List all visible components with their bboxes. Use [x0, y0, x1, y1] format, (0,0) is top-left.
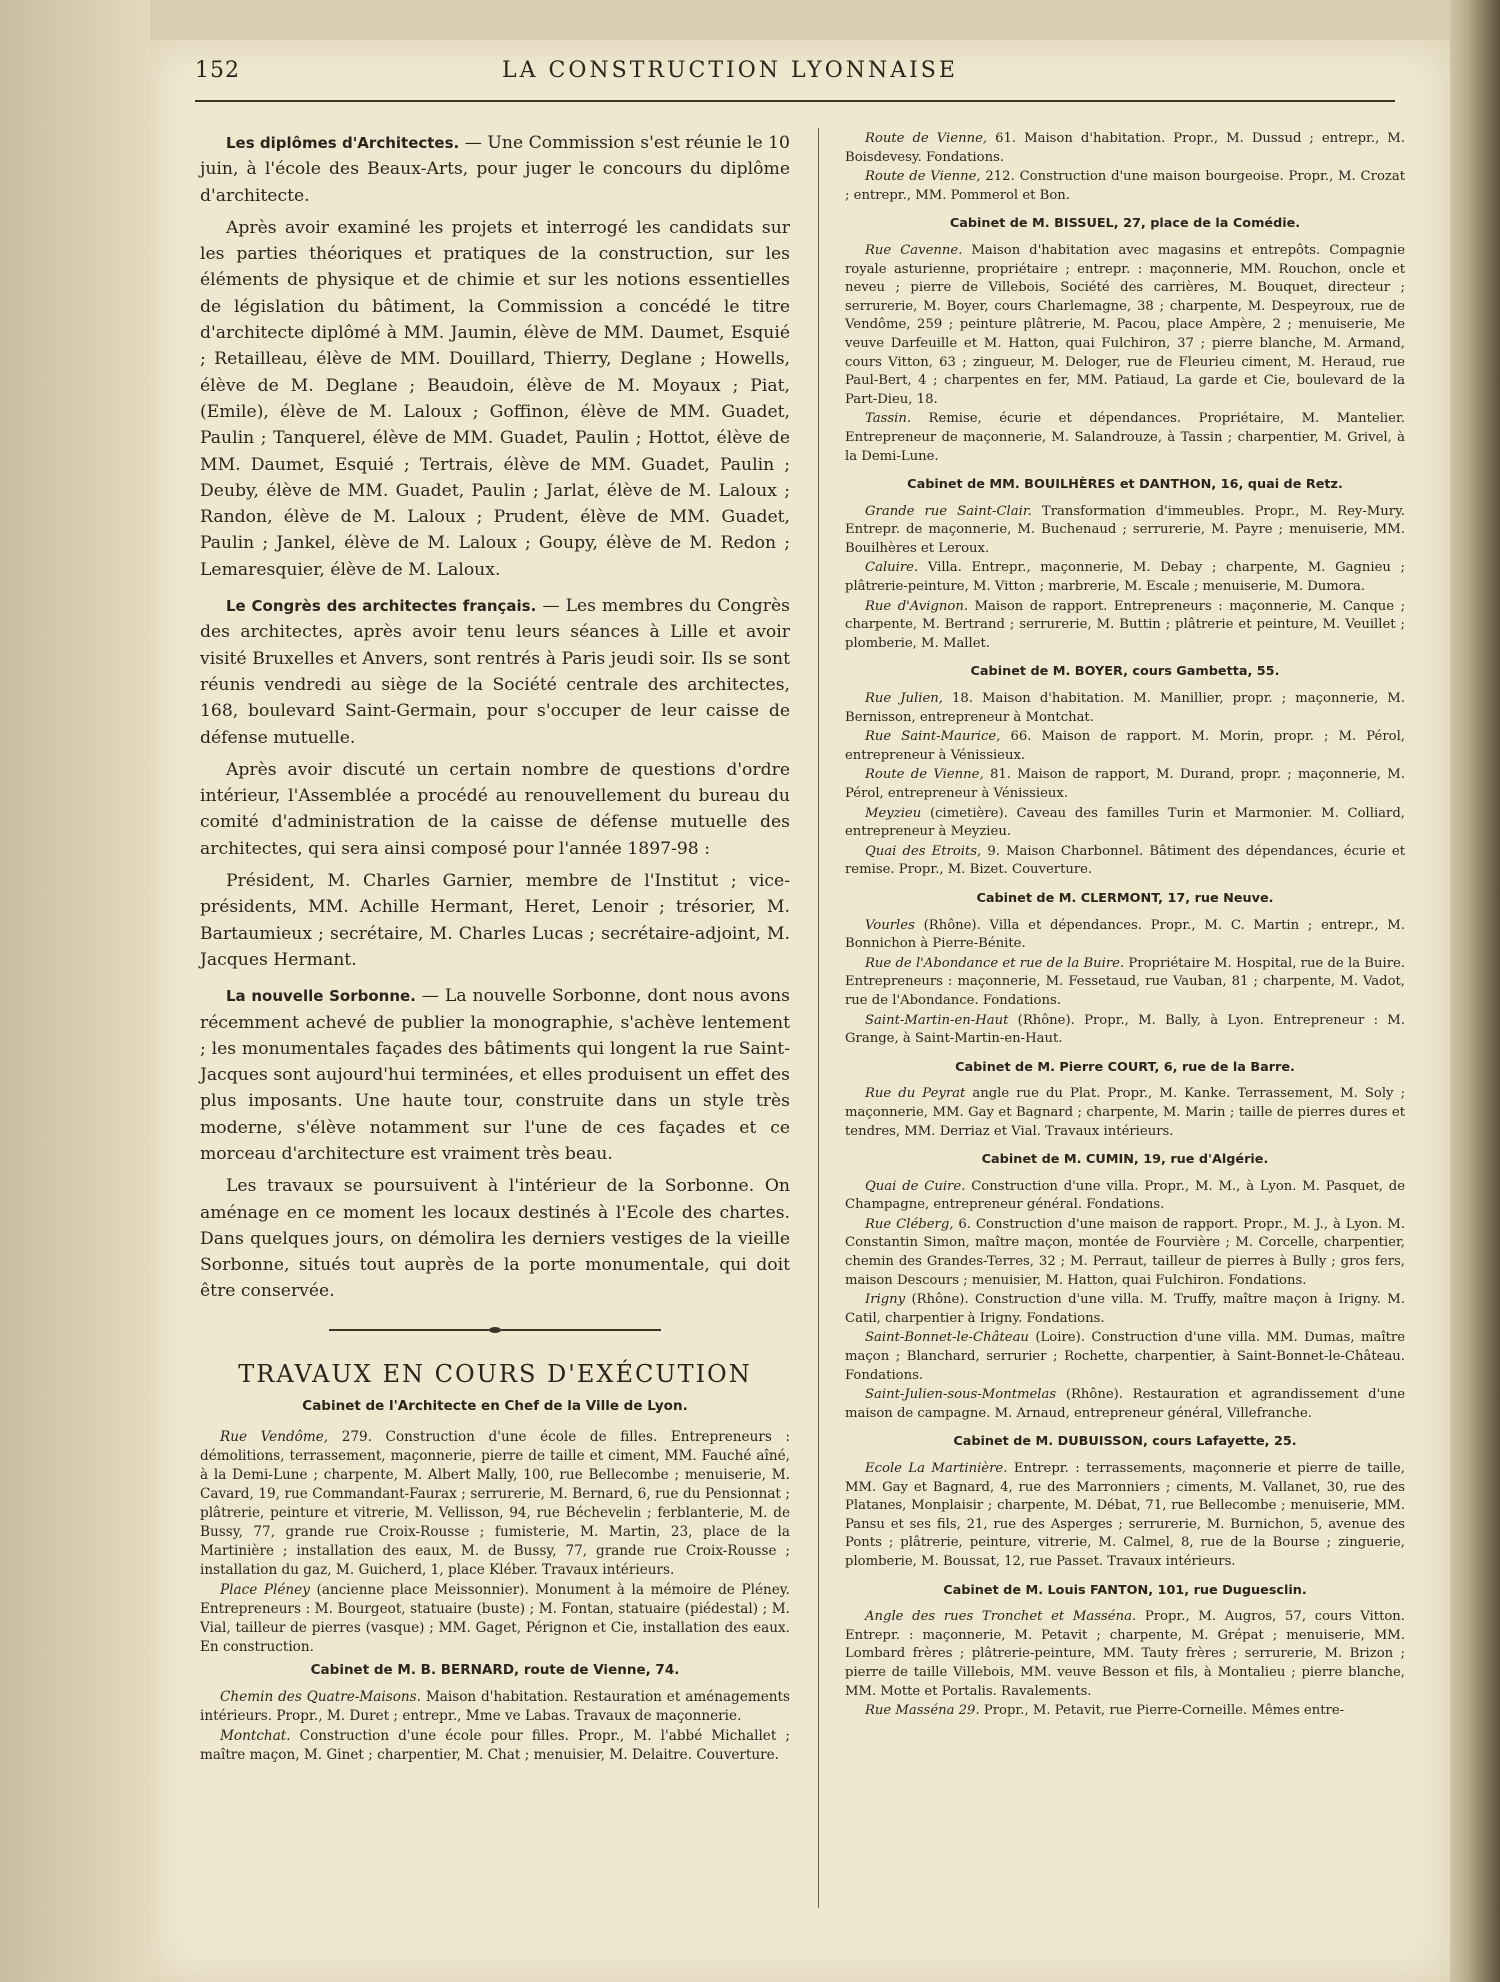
list-item: Rue d'Avignon. Maison de rapport. Entrepreneurs : maçonnerie, M. Canque ; charpente, M. Bertrand ; serrurerie, M. Buttin ; plâtrerie et peinture, M. Veuillet ; plomberie, M. Mallet. — [845, 598, 1406, 651]
list-item: Quai des Etroits, 9. Maison Charbonnel. Bâtiment des dépendances, écurie et remise. Propr., M. Bizet. Couverture. — [845, 843, 1405, 878]
list-item: Place Pléney (ancienne place Meissonnier). Monument à la mémoire de Pléney. Entrepreneurs : M. Bourgeot, statuaire (buste) ; M. Fontan, statuaire (piédestal) ; M. Vial, tailleur de pierres (vasque) ; MM. Gaget, Pérignon et Cie, installation des eaux. En construction. — [200, 1581, 790, 1655]
list-item: Meyzieu (cimetière). Caveau des familles Turin et Marmonier. M. Colliard, entrepreneur à Meyzieu. — [845, 805, 1405, 840]
page-edge — [1450, 0, 1500, 1982]
header-rule — [195, 100, 1395, 102]
column-divider — [818, 128, 819, 1908]
article-congres: Le Congrès des architectes français. — Les membres du Congrès des architectes, après avoir tenu leurs séances à Lille et avoir visité Bruxelles et Anvers, sont rentrés à Paris jeudi soir. Ils se sont réunis vendredi au siège de la Société centrale des architectes, 168, boulevard Saint-Germain, pour s'occuper de leur caisse de défense mutuelle. — [200, 596, 790, 748]
list-item: Chemin des Quatre-Maisons. Maison d'habitation. Restauration et aménagements intérieurs. Propr., M. Duret ; entrepr., Mme ve Labas. Travaux de maçonnerie. — [200, 1688, 790, 1724]
list-item: Rue Vendôme, 279. Construction d'une école de filles. Entrepreneurs : démolitions, terrassement, maçonnerie, pierre de taille et ciment, MM. Fauché aîné, à la Demi-Lune ; charpente, M. Albert Mally, 100, rue Bellecombe ; menuiserie, M. Cavard, 19, rue Commandant-Faurax ; serrurerie, M. Bernard, 6, rue du Pensionnat ; plâtrerie, peinture et vitrerie, M. Vellisson, 94, rue Béchevelin ; ferblanterie, M. de Bussy, 77, grande rue Croix-Rousse ; fumisterie, M. Martin, 23, place de la Martinière ; installation des eaux, M. de Bussy, 77, grande rue Croix-Rousse ; installation du gaz, M. Guicherd, 1, place Kléber. Travaux intérieurs. — [200, 1428, 790, 1578]
cabinet-heading: Cabinet de l'Architecte en Chef de la Ville de Lyon. — [302, 1398, 688, 1415]
list-item: Saint-Martin-en-Haut (Rhône). Propr., M. Bally, à Lyon. Entrepreneur : M. Grange, à Saint-Martin-en-Haut. — [845, 1012, 1405, 1047]
cabinet-heading: Cabinet de M. CLERMONT, 17, rue Neuve. — [976, 890, 1274, 906]
page-number: 152 — [195, 58, 240, 83]
cabinet-heading: Cabinet de M. Pierre COURT, 6, rue de la Barre. — [955, 1059, 1295, 1075]
list-item: Rue du Peyrat angle rue du Plat. Propr., M. Kanke. Terrassement, M. Soly ; maçonnerie, MM. Gay et Bagnard ; charpente, M. Marin ; taille de pierres dures et tendres, MM. Derriaz et Vial. Travaux intérieurs. — [845, 1086, 1406, 1139]
cabinet-heading: Cabinet de M. Louis FANTON, 101, rue Duguesclin. — [943, 1582, 1307, 1598]
running-title: LA CONSTRUCTION LYONNAISE — [502, 58, 958, 83]
cabinet-heading: Cabinet de M. CUMIN, 19, rue d'Algérie. — [981, 1152, 1269, 1168]
cabinet-heading: Cabinet de M. BISSUEL, 27, place de la Comédie. — [949, 216, 1301, 232]
cabinet-heading: Cabinet de MM. BOUILHÈRES et DANTHON, 16, quai de Retz. — [907, 477, 1343, 493]
right-column — [845, 130, 1405, 1722]
cabinet-heading: Cabinet de M. BOYER, cours Gambetta, 55. — [970, 664, 1280, 680]
list-item: Route de Vienne, 212. Construction d'une maison bourgeoise. Propr., M. Crozat ; entrepr., MM. Pommerol et Bon. — [845, 169, 1405, 203]
book-spine — [0, 0, 150, 1982]
lead-sorbonne: La nouvelle Sorbonne. — [226, 987, 416, 1006]
list-item: Irigny (Rhône). Construction d'une villa. M. Truffy, maître maçon à Irigny. M. Catil, charpentier à Irigny. Fondations. — [845, 1292, 1405, 1326]
lead-diplomes: Les diplômes d'Architectes. — [226, 134, 460, 152]
list-item: Caluire. Villa. Entrepr., maçonnerie, M. Debay ; charpente, M. Gagnieu ; plâtrerie-peinture, M. Vitton ; marbrerie, M. Escale ; menuiserie, M. Dumora. — [845, 560, 1405, 595]
list-item: Route de Vienne, 81. Maison de rapport, M. Durand, propr. ; maçonnerie, M. Pérol, entrepreneur à Vénissieux. — [845, 767, 1405, 801]
article-diplomes: Les diplômes d'Architectes. — Une Commission s'est réunie le 10 juin, à l'école des Beaux-Arts, pour juger le concours du diplôme d'architecte. — [200, 133, 790, 206]
list-item: Vourles (Rhône). Villa et dépendances. Propr., M. C. Martin ; entrepr., M. Bonnichon à Pierre-Bénite. — [845, 917, 1405, 952]
list-item: Saint-Julien-sous-Montmelas (Rhône). Restauration et agrandissement d'une maison de campagne. M. Arnaud, entrepreneur général, Villefranche. — [845, 1387, 1405, 1421]
page — [150, 40, 1450, 1982]
list-item: Rue Masséna 29. Propr., M. Petavit, rue Pierre-Corneille. Mêmes entre- — [865, 1703, 1345, 1719]
list-item: Rue de l'Abondance et rue de la Buire. Propriétaire M. Hospital, rue de la Buire. Entrepreneurs : maçonnerie, M. Fessetaud, rue Vauban, 81 ; charpente, M. Vadot, rue de l'Abondance. Fondations. — [845, 955, 1406, 1008]
list-item: Montchat. Construction d'une école pour filles. Propr., M. l'abbé Michallet ; maître maçon, M. Ginet ; charpentier, M. Chat ; menuisier, M. Delaitre. Couverture. — [200, 1727, 790, 1763]
paragraph: Après avoir examiné les projets et interrogé les candidats sur les parties théoriques et pratiques de la construction, sur les éléments de physique et de chimie et sur les notions essentielles de législation du bâtiment, la Commission a concédé le titre d'architecte diplômé à MM. Jaumin, élève de MM. Daumet, Esquié ; Retailleau, élève de MM. Douillard, Thierry, Deglane ; Howells, élève de M. Deglane ; Beaudoin, élève de M. Moyaux ; Piat, (Emile), élève de M. Laloux ; Goffinon, élève de MM. Guadet, Paulin ; Tanquerel, élève de MM. Guadet, Paulin ; Hottot, élève de MM. Daumet, Esquié ; Tertrais, élève de MM. Guadet, Paulin ; Deuby, élève de MM. Guadet, Paulin ; Jarlat, élève de M. Laloux ; Randon, élève de M. Laloux ; Prudent, élève de MM. Guadet, Paulin ; Jankel, élève de M. Laloux ; Goupy, élève de M. Redon ; Lemaresquier, élève de M. Laloux. — [200, 217, 790, 580]
paragraph: Après avoir discuté un certain nombre de questions d'ordre intérieur, l'Assemblée a procédé au renouvellement du bureau du comité d'administration de la caisse de défense mutuelle des architectes, qui sera ainsi composé pour l'année 1897-98 : — [200, 759, 790, 859]
article-sorbonne: La nouvelle Sorbonne. — La nouvelle Sorbonne, dont nous avons récemment achevé de publier la monographie, s'achève lentement ; les monumentales façades des bâtiments qui longent la rue Saint-Jacques sont aujourd'hui terminées, et elles produisent un effet des plus imposants. Une haute tour, construite dans un style très moderne, s'élève notamment sur l'une de ces façades et ce morceau d'architecture est vraiment très beau. — [200, 986, 790, 1164]
list-item: Ecole La Martinière. Entrepr. : terrassements, maçonnerie et pierre de taille, MM. Gay et Bagnard, 4, rue des Marronniers ; ciments, M. Vallanet, 30, rue des Platanes, Monplaisir ; charpente, M. Débat, 71, rue Bellecombe ; menuiserie, MM. Pansu et ses fils, 21, rue des Asperges ; serrurerie, M. Burnichon, 5, avenue des Ponts ; plâtrerie, peinture, vitrerie, M. Calmel, 8, rue de la Bourse ; zinguerie, plomberie, M. Boussat, 12, rue Passet. Travaux intérieurs. — [845, 1461, 1405, 1569]
ornament-divider — [200, 1317, 790, 1343]
list-item: Rue Julien, 18. Maison d'habitation. M. Manillier, propr. ; maçonnerie, M. Bernisson, entrepreneur à Montchat. — [845, 691, 1405, 725]
cabinet-heading: Cabinet de M. B. BERNARD, route de Vienne, 74. — [310, 1661, 680, 1678]
list-item: Rue Saint-Maurice, 66. Maison de rapport. M. Morin, propr. ; M. Pérol, entrepreneur à Vénissieux. — [845, 729, 1405, 763]
list-item: Angle des rues Tronchet et Masséna. Propr., M. Augros, 57, cours Vitton. Entrepr. : maçonnerie, M. Petavit ; charpente, M. Grépat ; menuiserie, MM. Lombard frères ; plâtrerie-peinture, MM. Tauty frères ; serrurerie, M. Brizon ; pierre de taille Villebois, MM. veuve Besson et fils, à Montalieu ; pierre blanche, MM. Motte et Portalis. Ravalements. — [845, 1609, 1405, 1699]
cabinet-heading: Cabinet de M. DUBUISSON, cours Lafayette, 25. — [953, 1434, 1297, 1450]
paragraph: Les travaux se poursuivent à l'intérieur de la Sorbonne. On aménage en ce moment les locaux destinés à l'Ecole des chartes. Dans quelques jours, on démolira les derniers vestiges de la vieille Sorbonne, situés tout auprès de la porte monumentale, qui doit être conservée. — [200, 1176, 790, 1302]
section-title: TRAVAUX EN COURS D'EXÉCUTION — [238, 1360, 752, 1389]
paragraph: Président, M. Charles Garnier, membre de l'Institut ; vice-présidents, MM. Achille Hermant, Heret, Lenoir ; trésorier, M. Bartaumieux ; secrétaire, M. Charles Lucas ; secrétaire-adjoint, M. Jacques Hermant. — [200, 871, 790, 970]
list-item: Quai de Cuire. Construction d'une villa. Propr., M. M., à Lyon. M. Pasquet, de Champagne, entrepreneur général. Fondations. — [845, 1178, 1405, 1213]
list-item: Grande rue Saint-Clair. Transformation d'immeubles. Propr., M. Rey-Mury. Entrepr. de maçonnerie, M. Buchenaud ; serrurerie, M. Payre ; menuiserie, MM. Bouilhères et Leroux. — [845, 503, 1405, 556]
left-column — [200, 130, 790, 1766]
list-item: Saint-Bonnet-le-Château (Loire). Construction d'une villa. MM. Dumas, maître maçon ; Blanchard, serrurier ; Rochette, charpentier, à Saint-Bonnet-le-Château. Fondations. — [845, 1330, 1405, 1383]
list-item: Route de Vienne, 61. Maison d'habitation. Propr., M. Dussud ; entrepr., M. Boisdevesy. Fondations. — [845, 131, 1405, 165]
list-item: Rue Cléberg, 6. Construction d'une maison de rapport. Propr., M. J., à Lyon. M. Constantin Simon, maître maçon, montée de Fourvière ; M. Corcelle, charpentier, chemin des Grandes-Terres, 32 ; M. Perraut, tailleur de pierres à Bully ; gros fers, maison Descours ; menuisier, M. Hatton, quai Fulchiron. Fondations. — [845, 1216, 1406, 1288]
list-item: Rue Cavenne. Maison d'habitation avec magasins et entrepôts. Compagnie royale asturienne, propriétaire ; entrepr. : maçonnerie, MM. Rouchon, oncle et neveu ; pierre de Villebois, Société des carrières, M. Bouquet, directeur ; serrurerie, M. Boyer, cours Charlemagne, 38 ; charpente, M. Despeyroux, rue de Vendôme, 259 ; peinture plâtrerie, M. Pacou, place Ampère, 2 ; menuiserie, Me veuve Darfeuille et M. Hatton, quai Fulchiron, 37 ; pierre blanche, M. Armand, cours Vitton, 63 ; zingueur, M. Deloger, rue de Fleurieu ciment, M. Heraud, rue Paul-Bert, 4 ; charpentes en fer, MM. Patiaud, La garde et Cie, boulevard de la Part-Dieu, 18. — [845, 242, 1406, 407]
list-item: Tassin. Remise, écurie et dépendances. Propriétaire, M. Mantelier. Entrepreneur de maçonnerie, M. Salandrouze, à Tassin ; charpentier, M. Grivel, à la Demi-Lune. — [845, 411, 1405, 464]
lead-congres: Le Congrès des architectes français. — [226, 597, 537, 616]
